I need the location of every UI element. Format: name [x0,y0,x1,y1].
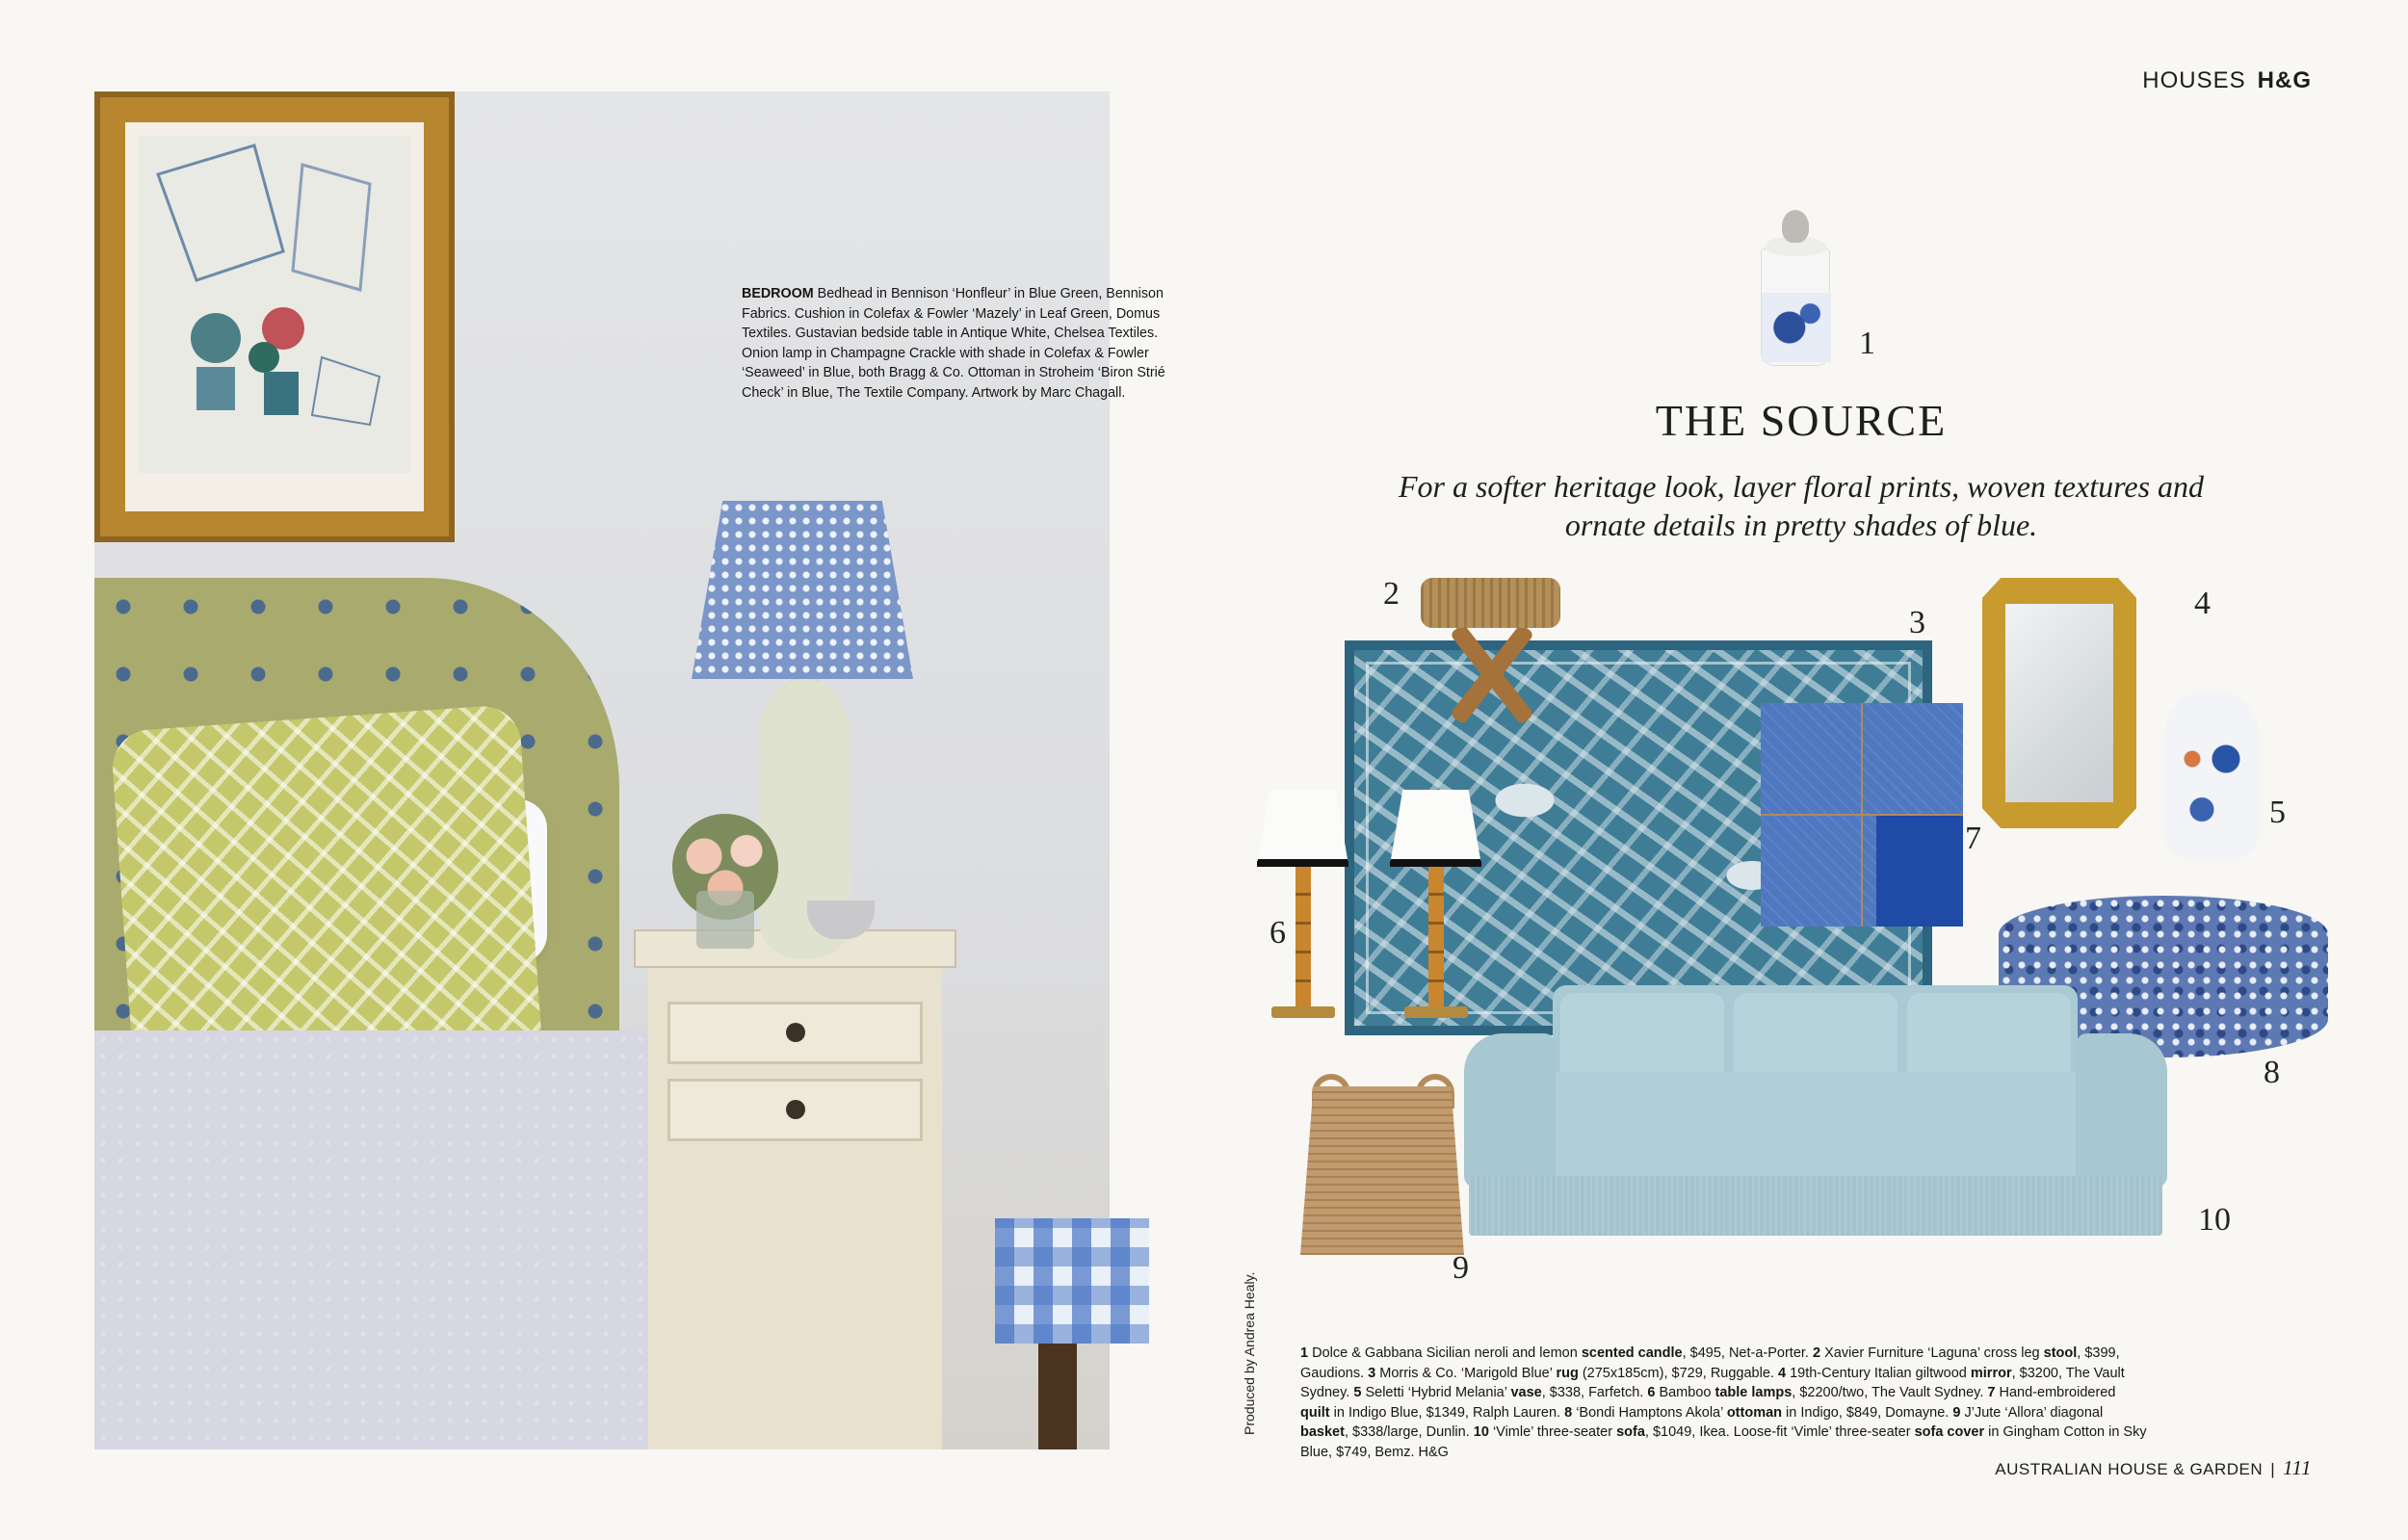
chagall-artwork [139,136,410,473]
feature-title: THE SOURCE [1655,396,1948,445]
product-number-6: 6 [1269,915,1286,951]
product-number-10: 10 [2198,1202,2231,1238]
scented-candle [1757,210,1834,370]
product-number-3: 3 [1909,605,1925,640]
drawer-knob [786,1023,805,1042]
producer-credit: Produced by Andrea Healy. [1242,1271,1257,1435]
product-number-7: 7 [1965,821,1981,856]
source-item: 7 Hand-embroidered quilt in Indigo Blue, $1349, Ralph Lauren. [1300,1385,2116,1421]
vimle-sofa [1464,985,2167,1238]
lamp-shade [1257,790,1348,865]
source-list [1300,1344,2148,1462]
jute-basket [1300,1086,1464,1255]
source-item: 8 ‘Bondi Hamptons Akola’ ottoman in Indigo, $849, Domayne. [1564,1404,1950,1421]
caption-text: Bedhead in Bennison ‘Honfleur’ in Blue Green, Bennison Fabrics. Cushion in Colefax & Fowler ‘Mazely’ in Leaf Green, Domus Textiles. Gustavian bedside table in Antique White, Chelsea Textiles. Onion lamp in Champagne Crackle with shade in Colefax & Fowler ‘Seaweed’ in Blue, both Bragg & Co. Ottoman in Stroheim ‘Biron Strié Check’ in Blue, The Textile Company. Artwork by Marc Chagall. [742,286,1165,401]
footer-separator: | [2270,1460,2276,1478]
bedcover [94,1031,672,1449]
magazine-name: AUSTRALIAN HOUSE & GARDEN [1995,1460,2264,1478]
source-item: 6 Bamboo table lamps, $2200/two, The Vault Sydney. [1647,1385,1984,1400]
check-ottoman [995,1218,1149,1344]
source-item: 4 19th-Century Italian giltwood mirror, $3200, The Vault Sydney. [1300,1365,2125,1400]
product-number-8: 8 [2264,1055,2280,1090]
hybrid-vase [2163,692,2260,860]
caption-label: BEDROOM [742,286,814,301]
end-mark: H&G [1418,1444,1449,1460]
ottoman-leg [1038,1344,1077,1449]
cross-leg-stool [1421,578,1560,628]
source-item: 9 J’Jute ‘Allora’ diagonal basket, $338/large, Dunlin. [1300,1404,2104,1440]
bamboo-lamp-stem [1428,867,1444,1011]
page-footer [1995,1456,2312,1480]
source-item: 5 Seletti ‘Hybrid Melania’ vase, $338, Farfetch. [1353,1385,1644,1400]
source-item: 3 Morris & Co. ‘Marigold Blue’ rug (275x185cm), $729, Ruggable. [1368,1365,1774,1381]
glass-vase [696,891,754,949]
feature-subtitle: For a softer heritage look, layer floral prints, woven textures and ornate details in pretty shades of blue. [1398,469,2205,542]
product-number-4: 4 [2194,586,2211,621]
lamp-shade [692,501,913,679]
product-number-9: 9 [1453,1250,1469,1286]
brand-logo: H&G [2257,67,2312,93]
artwork-sketch [139,136,408,463]
bedroom-photo [94,91,1165,1449]
mirror-glass [2005,604,2113,802]
lamp-base [1404,1006,1468,1018]
framed-artwork [94,91,455,542]
drawer-knob [786,1100,805,1119]
source-item: 10 ‘Vimle’ three-seater sofa, $1049, Ikea. Loose-fit ‘Vimle’ three-seater [1473,1424,1915,1440]
quilt-fold [1876,814,1963,927]
product-number-5: 5 [2269,795,2286,830]
lamp-shade [1390,790,1481,865]
source-item: 2 Xavier Furniture ‘Laguna’ cross leg stool, $399, Gaudions. [1300,1345,2120,1381]
bamboo-lamp-stem [1296,867,1311,1011]
product-number-1: 1 [1859,326,1875,361]
source-item: sofa cover in Gingham Cotton in Sky Blue, $749, Bemz. [1300,1424,2147,1460]
source-item: 1 Dolce & Gabbana Sicilian neroli and lemon scented candle, $495, Net-a-Porter. [1300,1345,1809,1361]
section-header [2142,67,2312,94]
page-number: 111 [2283,1456,2312,1479]
product-number-2: 2 [1383,576,1400,612]
photo-caption [742,284,1170,403]
lamp-base [1271,1006,1335,1018]
section-name: HOUSES [2142,67,2246,93]
